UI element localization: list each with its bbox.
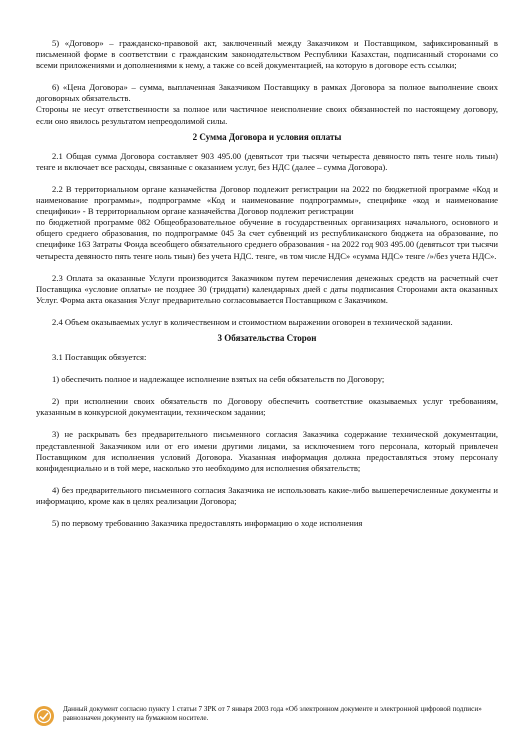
footer-legal-text: Данный документ согласно пункту 1 статьи 7 ЗРК от 7 января 2003 года «Об электронном документе и электронной цифровой подписи» равнозначен документу на бумажном носителе. — [63, 705, 482, 722]
definition-contract: 5) «Договор» – гражданско-правовой акт, заключенный между Заказчиком и Поставщиком, зафиксированный в письменной форме в соответствии с гражданским законодательством Республики Казахстан, подписанный сторонами со всеми приложениями и дополнениями к нему, а также со всей документацией, на которую в договоре есть ссылки; — [36, 38, 498, 71]
clause-2-3: 2.3 Оплата за оказанные Услуги производится Заказчиком путем перечисления денежных средств на расчетный счет Поставщика «условие оплаты» не позднее 30 (тридцати) календарных дней с даты подписания Сторонами акта оказанных Услуг. Форма акта оказания Услуг предварительно согласовывается Поставщиком с Заказчиком. — [36, 272, 498, 305]
seal-icon — [33, 705, 55, 727]
clause-2-2-continued: по бюджетной программе 082 Общеобразовательное обучение в государственных организациях начального, основного и общего среднего образования, по подпрограмме 045 За счет субвенций из республиканского бюджета на образование, по специфике 163 Затраты Фонда всеобщего обязательного среднего образования - на 2022 год 903 495.00 (девятьсот три тысячи четыреста девяносто пять тенге ноль тиын) без учета НДС. тенге, «в том числе НДС» «сумма НДС» тенге /»/без учета НДС». — [36, 217, 498, 261]
clause-2-4: 2.4 Объем оказываемых услуг в количественном и стоимостном выражении оговорен в технической задании. — [52, 316, 453, 327]
e-signature-footer — [33, 703, 503, 733]
clause-2-2: 2.2 В территориальном органе казначейства Договор подлежит регистрации на 2022 по бюджетной программе «Код и наименование программы», подпрограмме «Код и наименование подпрограммы», специфике «код и наименование специфики» - В территориальном органе казначейства Договор подлежит регистрации — [36, 183, 498, 217]
clause-3-1: 3.1 Поставщик обязуется: — [52, 352, 147, 363]
obligation-1: 1) обеспечить полное и надлежащее исполнение взятых на себя обязательств по Договору; — [52, 374, 385, 385]
obligation-3: 3) не раскрывать без предварительного письменного согласия Заказчика содержание технической документации, представленной Заказчиком или от его имени другими лицами, за исключением того персонала, который привлечен Поставщиком для исполнения условий Договора. Указанная информация должна предоставляться этому персоналу конфиденциально и в той мере, насколько это необходимо для исполнения обязательств; — [36, 429, 498, 473]
obligation-5: 5) по первому требованию Заказчика предоставлять информацию о ходе исполнения — [52, 518, 363, 528]
clause-2-1: 2.1 Общая сумма Договора составляет 903 495.00 (девятьсот три тысячи четыреста девяносто пять тенге ноль тиын) тенге и включает все расходы, связанные с оказанием услуг, без НДС (далее – сумма Договора). — [36, 150, 498, 172]
obligation-4: 4) без предварительного письменного согласия Заказчика не использовать какие-либо вышеперечисленные документы и информацию, кроме как в целях реализации Договора; — [36, 484, 498, 506]
document-page — [36, 38, 498, 529]
section-3-heading: 3 Обязательства Сторон — [217, 332, 317, 343]
obligation-2: 2) при исполнении своих обязательств по Договору обеспечить соответствие оказываемых услуг требованиям, указанным в конкурсной документации, техническом задании; — [36, 396, 498, 418]
force-majeure-paragraph: Стороны не несут ответственности за полное или частичное неисполнение своих обязанностей по настоящему договору, если оно явилось результатом непреодолимой силы. — [36, 104, 498, 126]
section-2-heading: 2 Сумма Договора и условия оплаты — [192, 131, 342, 142]
definition-contract-price: 6) «Цена Договора» – сумма, выплаченная Заказчиком Поставщику в рамках Договора за полное выполнение своих договорных обязательств. — [36, 82, 498, 104]
